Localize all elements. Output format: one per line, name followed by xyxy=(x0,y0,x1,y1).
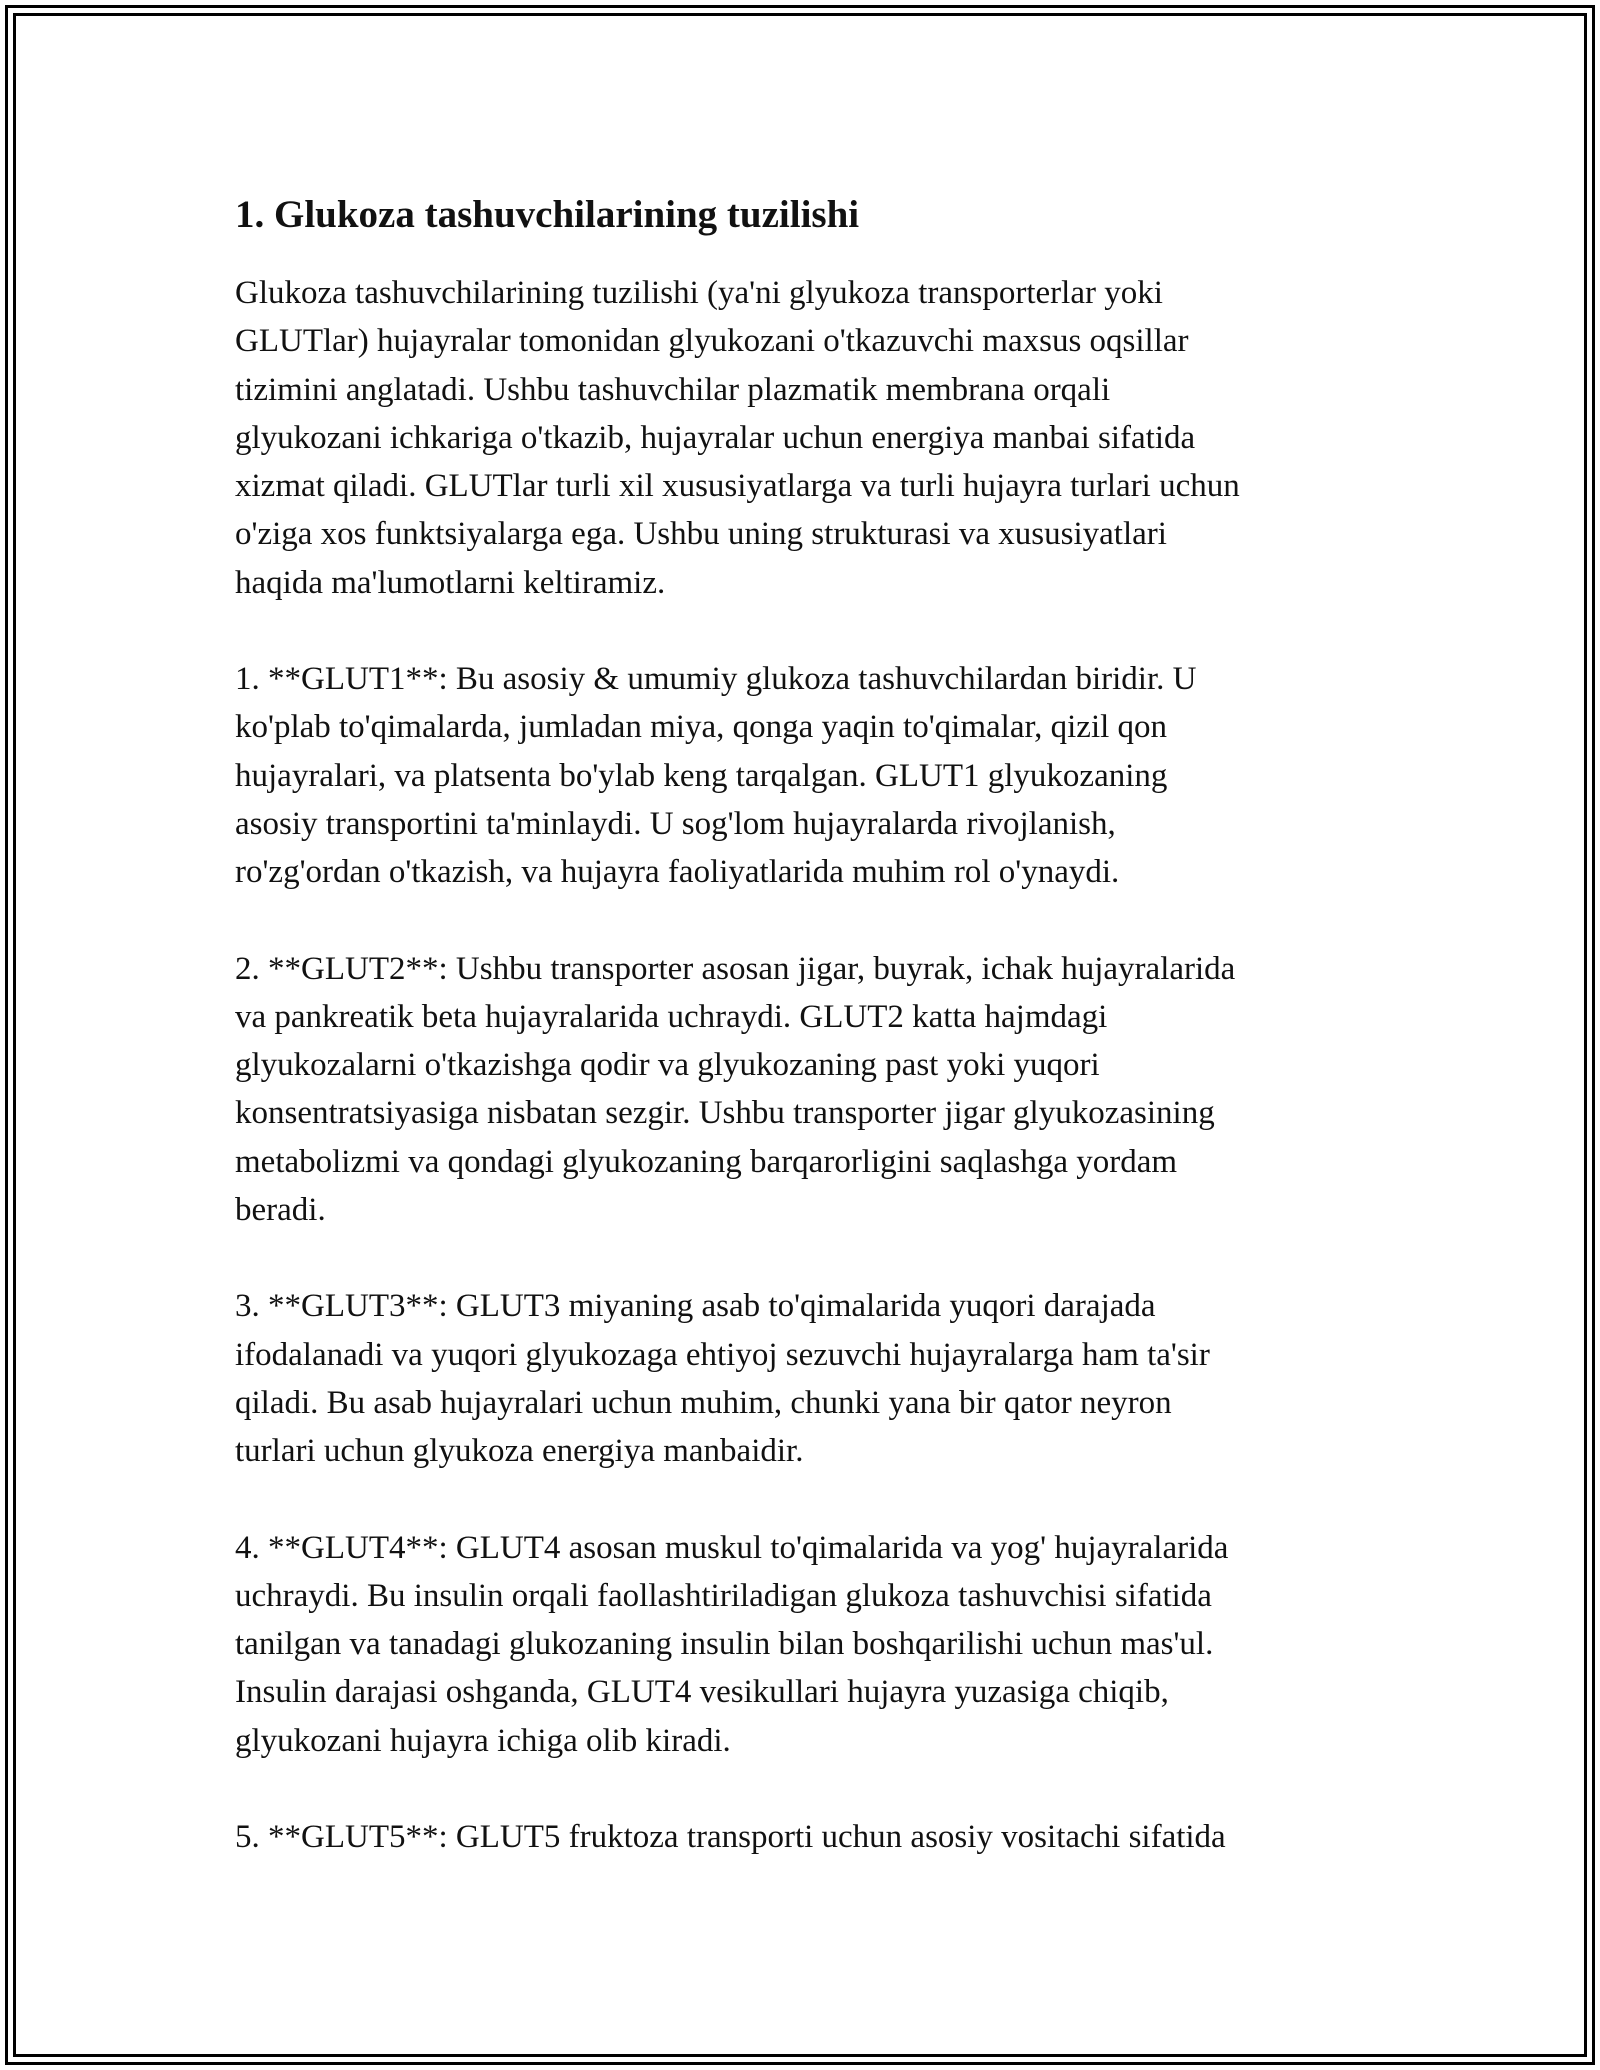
glut5-paragraph: 5. **GLUT5**: GLUT5 fruktoza transporti uchun asosiy vositachi sifatida xyxy=(235,1819,1226,1856)
intro-paragraph: Glukoza tashuvchilarining tuzilishi (ya'ni glyukoza transporterlar yoki GLUTlar) hujayralar tomonidan glyukozani o'tkazuvchi maxsus oqsillar tizimini anglatadi. Ushbu tashuvchilar plazmatik membrana orqali glyukozani ichkariga o'tkazib, hujayralar uchun energiya manbai sifatida xizmat qiladi. GLUTlar turli xil xususiyatlarga va turli hujayra turlari uchun o'ziga xos funktsiyalarga ega. Ushbu uning strukturasi va xususiyatlari haqida ma'lumotlarni keltiramiz. xyxy=(235,275,1240,601)
glut1-paragraph: 1. **GLUT1**: Bu asosiy & umumiy glukoza tashuvchilardan biridir. U ko'plab to'qimalarda, jumladan miya, qonga yaqin to'qimalar, qizil qon hujayralari, va platsenta bo'ylab keng tarqalgan. GLUT1 glyukozaning asosiy transportini ta'minlaydi. U sog'lom hujayralarda rivojlanish, ro'zg'ordan o'tkazish, va hujayra faoliyatlarida muhim rol o'ynaydi. xyxy=(235,661,1197,891)
glut4-paragraph: 4. **GLUT4**: GLUT4 asosan muskul to'qimalarida va yog' hujayralarida uchraydi. Bu insulin orqali faollashtiriladigan glukoza tashuvchisi sifatida tanilgan va tanadagi glukozaning insulin bilan boshqarilishi uchun mas'ul. Insulin darajasi oshganda, GLUT4 vesikullari hujayra yuzasiga chiqib, glyukozani hujayra ichiga olib kiradi. xyxy=(235,1529,1229,1759)
glut2-paragraph: 2. **GLUT2**: Ushbu transporter asosan jigar, buyrak, ichak hujayralarida va pankreatik beta hujayralarida uchraydi. GLUT2 katta hajmdagi glyukozalarni o'tkazishga qodir va glyukozaning past yoki yuqori konsentratsiyasiga nisbatan sezgir. Ushbu transporter jigar glyukozasining metabolizmi va qondagi glyukozaning barqarorligini saqlashga yordam beradi. xyxy=(235,950,1236,1229)
section-heading: 1. Glukoza tashuvchilarining tuzilishi xyxy=(235,193,860,236)
glut3-paragraph: 3. **GLUT3**: GLUT3 miyaning asab to'qimalarida yuqori darajada ifodalanadi va yuqori glyukozaga ehtiyoj sezuvchi hujayralarga ham ta'sir qiladi. Bu asab hujayralari uchun muhim, chunki yana bir qator neyron turlari uchun glyukoza energiya manbaidir. xyxy=(235,1288,1210,1470)
document-body xyxy=(235,183,1365,1861)
